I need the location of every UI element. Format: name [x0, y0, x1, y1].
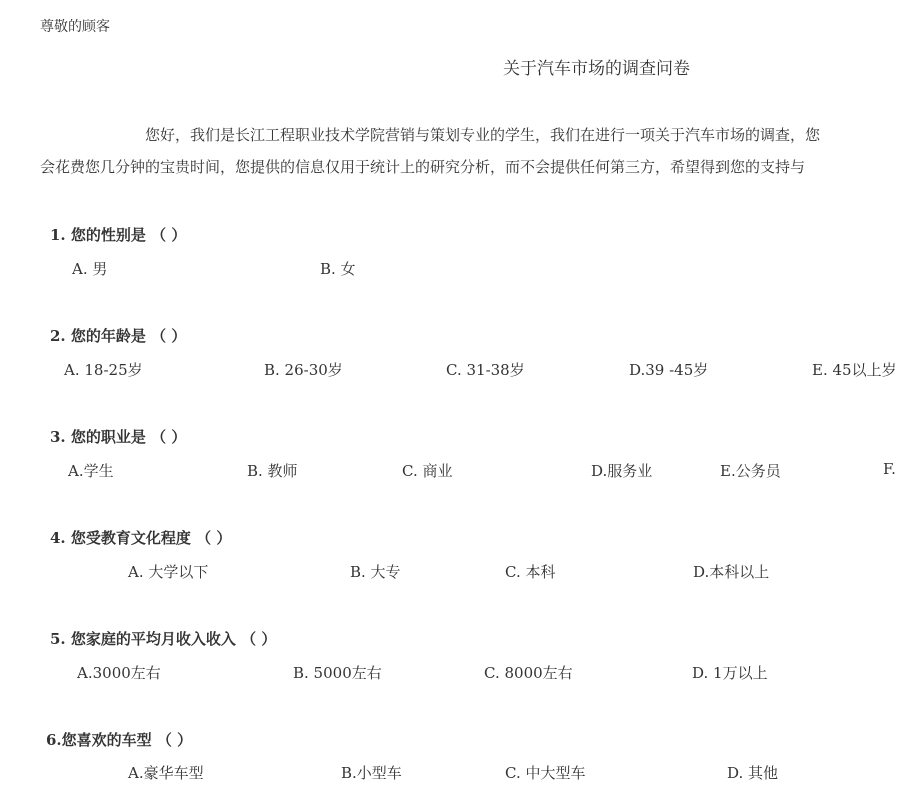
- question-1-option-a[interactable]: A. 男: [72, 260, 108, 278]
- question-2-option-d[interactable]: D.39 -45岁: [629, 361, 709, 379]
- question-4-option-b[interactable]: B. 大专: [350, 563, 401, 581]
- question-2-option-e[interactable]: E. 45以上岁: [812, 361, 897, 379]
- salutation: 尊敬的顾客: [40, 19, 110, 35]
- question-5-option-c[interactable]: C. 8000左右: [484, 664, 573, 682]
- question-3: 3. 您的职业是 （ ）: [50, 428, 187, 446]
- question-3-option-b[interactable]: B. 教师: [247, 462, 298, 480]
- question-1-option-b[interactable]: B. 女: [320, 260, 356, 278]
- question-2-option-c[interactable]: C. 31-38岁: [446, 361, 525, 379]
- question-6-option-b[interactable]: B.小型车: [341, 764, 402, 782]
- question-4: 4. 您受教育文化程度 （ ）: [50, 529, 232, 547]
- question-2: 2. 您的年龄是 （ ）: [50, 327, 187, 345]
- question-4-option-c[interactable]: C. 本科: [505, 563, 556, 581]
- question-5-option-d[interactable]: D. 1万以上: [692, 664, 768, 682]
- question-2-option-a[interactable]: A. 18-25岁: [64, 361, 143, 379]
- question-4-option-d[interactable]: D.本科以上: [693, 563, 770, 581]
- survey-title: 关于汽车市场的调查问卷: [503, 59, 690, 79]
- question-4-option-a[interactable]: A. 大学以下: [128, 563, 209, 581]
- question-2-option-b[interactable]: B. 26-30岁: [264, 361, 343, 379]
- question-3-option-f[interactable]: F.: [883, 460, 896, 478]
- question-5: 5. 您家庭的平均月收入收入 （ ）: [50, 630, 277, 648]
- question-3-option-e[interactable]: E.公务员: [720, 462, 781, 480]
- question-3-option-a[interactable]: A.学生: [68, 462, 114, 480]
- question-6-option-c[interactable]: C. 中大型车: [505, 764, 586, 782]
- question-6: 6.您喜欢的车型 （ ）: [46, 731, 193, 749]
- question-6-option-a[interactable]: A.豪华车型: [128, 764, 204, 782]
- question-5-option-a[interactable]: A.3000左右: [77, 664, 161, 682]
- intro-line-2: 会花费您几分钟的宝贵时间，您提供的信息仅用于统计上的研究分析，而不会提供任何第三方，希望得到您的支持与: [40, 158, 806, 176]
- question-1: 1. 您的性别是 （ ）: [50, 226, 187, 244]
- question-3-option-d[interactable]: D.服务业: [591, 462, 653, 480]
- question-6-option-d[interactable]: D. 其他: [727, 764, 779, 782]
- question-5-option-b[interactable]: B. 5000左右: [293, 664, 382, 682]
- question-3-option-c[interactable]: C. 商业: [402, 462, 453, 480]
- intro-line-1: 您好，我们是长江工程职业技术学院营销与策划专业的学生，我们在进行一项关于汽车市场的调查，您: [145, 126, 821, 144]
